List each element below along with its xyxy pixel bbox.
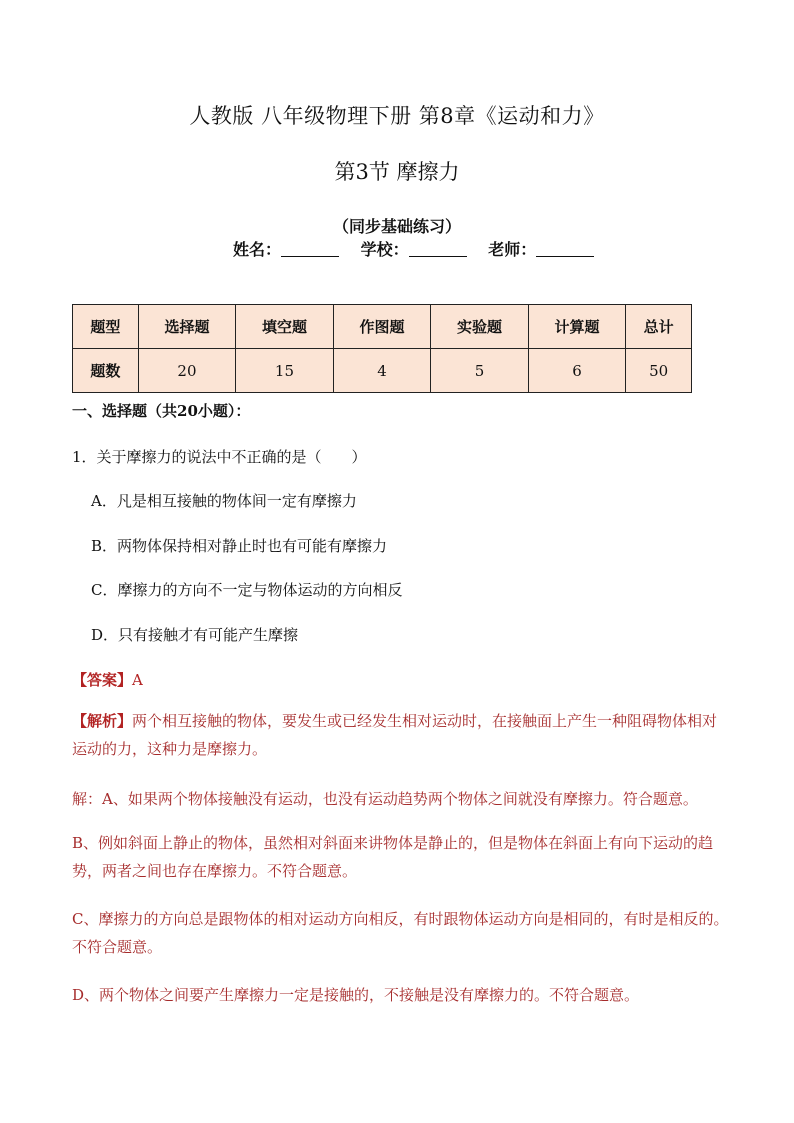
table-row xyxy=(73,349,692,393)
table-header-cell: 实验题 xyxy=(431,305,529,349)
table-cell: 4 xyxy=(333,349,431,393)
table-header-cell: 填空题 xyxy=(236,305,334,349)
table-cell: 5 xyxy=(431,349,529,393)
table-cell: 6 xyxy=(528,349,626,393)
option-a: A．凡是相互接触的物体间一定有摩擦力 xyxy=(91,492,357,510)
analysis-point-a: 解：A、如果两个物体接触没有运动，也没有运动趋势两个物体之间就没有摩擦力。符合题意。 xyxy=(72,790,698,808)
table-header-cell: 计算题 xyxy=(528,305,626,349)
table-header-cell: 题型 xyxy=(73,305,139,349)
analysis-point-c: C、摩擦力的方向总是跟物体的相对运动方向相反，有时跟物体运动方向是相同的，有时是相反的。不符合题意。 xyxy=(72,910,729,956)
table-cell: 题数 xyxy=(73,349,139,393)
section-title: 第3节 摩擦力 xyxy=(334,160,460,184)
teacher-blank xyxy=(536,242,594,257)
answer-tag: 【答案】 xyxy=(72,671,133,689)
name-label: 姓名： xyxy=(233,240,282,259)
analysis-tag: 【解析】 xyxy=(72,712,133,730)
question-count-table xyxy=(72,304,692,393)
answer-value: A xyxy=(132,671,143,689)
question-stem: 1．关于摩擦力的说法中不正确的是（ ） xyxy=(72,448,367,466)
teacher-label: 老师： xyxy=(488,240,537,259)
table-header-cell: 总计 xyxy=(626,305,692,349)
section-heading: 一、选择题（共20小题）： xyxy=(72,402,251,420)
table-cell: 20 xyxy=(138,349,236,393)
table-cell: 15 xyxy=(236,349,334,393)
document-subtitle: （同步基础练习） xyxy=(332,217,461,236)
analysis-point-d: D、两个物体之间要产生摩擦力一定是接触的，不接触是没有摩擦力的。不符合题意。 xyxy=(72,986,640,1004)
analysis-intro xyxy=(72,707,732,763)
name-blank xyxy=(281,242,339,257)
table-cell: 50 xyxy=(626,349,692,393)
document-title: 人教版 八年级物理下册 第8章《运动和力》 xyxy=(189,104,605,128)
option-d: D．只有接触才有可能产生摩擦 xyxy=(91,626,299,644)
option-b: B．两物体保持相对静止时也有可能有摩擦力 xyxy=(91,537,388,555)
table-header-cell: 选择题 xyxy=(138,305,236,349)
answer-line xyxy=(72,669,143,690)
option-c: C．摩擦力的方向不一定与物体运动的方向相反 xyxy=(91,581,403,599)
table-header-row xyxy=(73,305,692,349)
analysis-intro-text: 两个相互接触的物体，要发生或已经发生相对运动时，在接触面上产生一种阻碍物体相对运动的力，这种力是摩擦力。 xyxy=(72,712,718,758)
school-blank xyxy=(409,242,467,257)
table-header-cell: 作图题 xyxy=(333,305,431,349)
student-info-line xyxy=(233,237,610,260)
school-label: 学校： xyxy=(360,240,409,259)
analysis-point-b: B、例如斜面上静止的物体，虽然相对斜面来讲物体是静止的，但是物体在斜面上有向下运动的趋势，两者之间也存在摩擦力。不符合题意。 xyxy=(72,834,714,880)
